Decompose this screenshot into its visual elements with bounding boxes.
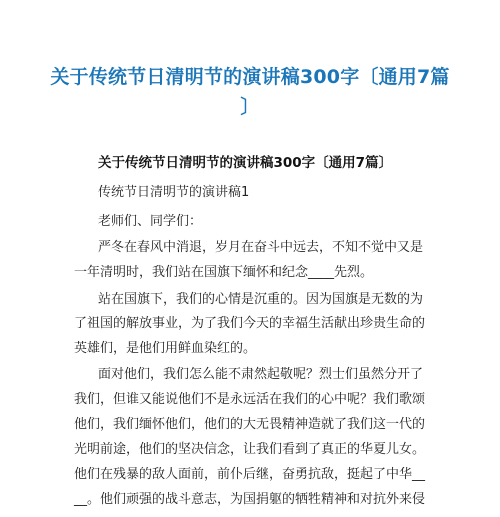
document-title-line2: 〕 — [240, 96, 260, 118]
section-heading: 关于传统节日清明节的演讲稿300字〔通用7篇〕 — [98, 155, 393, 171]
paragraph-line: 他们在残暴的敌人面前，前仆后继，奋勇抗敌，挺起了中华__ — [74, 467, 426, 482]
paragraph-line: 我们，但谁又能说他们不是永远活在我们的心中呢？我们歌颂 — [74, 392, 426, 407]
greeting-line: 老师们、同学们： — [98, 214, 203, 229]
document-title-line1: 关于传统节日清明节的演讲稿300字〔通用7篇 — [50, 66, 450, 88]
paragraph-line: 了祖国的解放事业，为了我们今天的幸福生活献出珍贵生命的 — [74, 316, 426, 331]
paragraph-line: 他们，我们缅怀他们，他们的大无畏精神造就了我们这一代的 — [74, 417, 426, 432]
paragraph-line: 面对他们，我们怎么能不肃然起敬呢？烈士们虽然分开了 — [98, 367, 424, 382]
paragraph-line: __。他们顽强的战斗意志，为国捐躯的牺牲精神和对抗外来侵 — [74, 492, 426, 507]
paragraph-line: 站在国旗下，我们的心情是沉重的。因为国旗是无数的为 — [98, 292, 424, 307]
speech-subtitle: 传统节日清明节的演讲稿1 — [98, 185, 250, 200]
paragraph-line: 光明前途，他们的坚决信念，让我们看到了真正的华夏儿女。 — [74, 442, 426, 457]
paragraph-line: 一年清明时，我们站在国旗下缅怀和纪念____先烈。 — [74, 265, 374, 280]
document-title — [40, 62, 460, 122]
paragraph-line: 英雄们，是他们用鲜血染红的。 — [74, 341, 257, 356]
paragraph-line: 严冬在春风中消退，岁月在奋斗中远去，不知不觉中又是 — [98, 240, 424, 255]
